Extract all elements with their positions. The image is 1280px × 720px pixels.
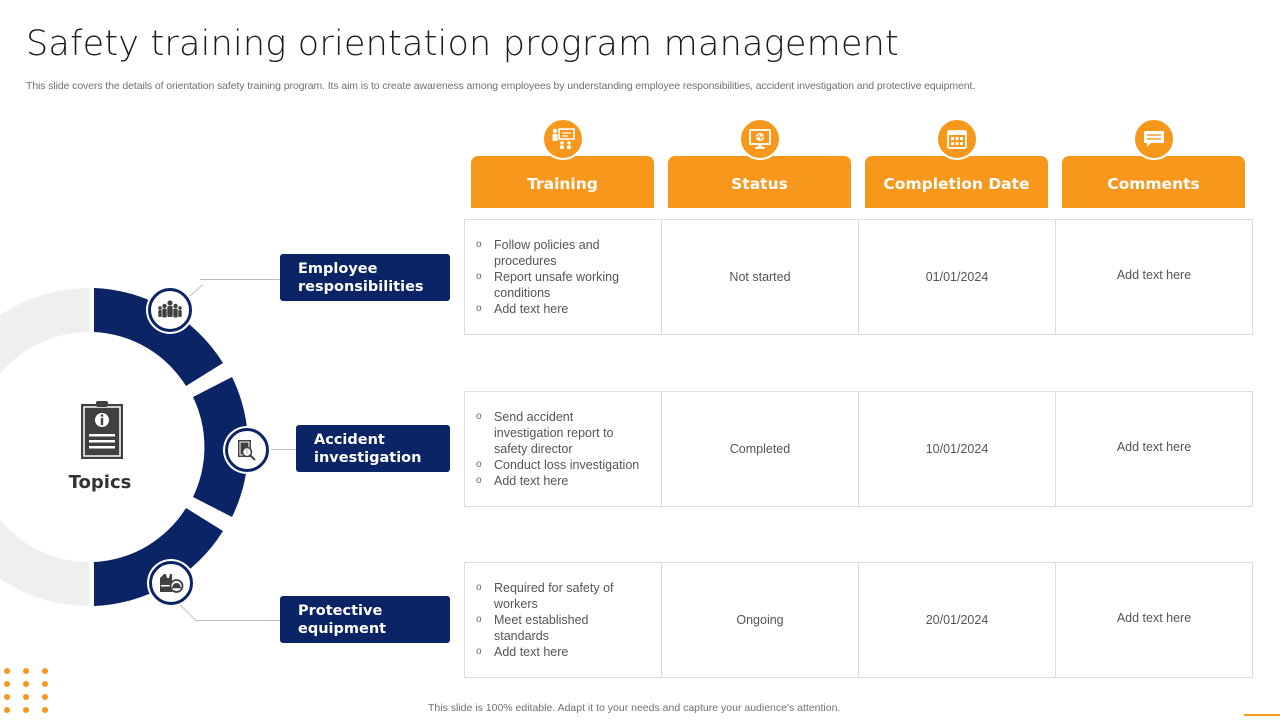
ring-gray-arc: [0, 288, 89, 606]
column-header-comments: Comments: [1062, 156, 1245, 208]
decorative-dots: [4, 668, 48, 713]
cell-comments: [1056, 563, 1252, 677]
comment-text: Add text here: [1116, 268, 1192, 282]
list-item: o Required for safety of workers: [475, 580, 635, 612]
topic-label-line2: responsibilities: [298, 279, 424, 295]
list-item: o Report unsafe working conditions: [475, 269, 661, 301]
node-accident-investigation: [225, 428, 269, 472]
column-header-training: Training: [471, 156, 654, 208]
safety-vest-helmet-icon: [158, 570, 184, 596]
connector-line-1b: [200, 279, 282, 280]
comment-text: Add text here: [1116, 611, 1192, 625]
footer-note: This slide is 100% editable. Adapt it to your needs and capture your audience's attention.: [428, 702, 841, 714]
topic-label-line2: investigation: [314, 450, 422, 466]
comment-text: Add text here: [1116, 440, 1192, 454]
topic-label-line1: Employee: [298, 261, 378, 277]
node-employee-responsibilities: [148, 288, 192, 332]
topic-label-line2: equipment: [298, 621, 387, 637]
footer-accent-line: [1244, 714, 1280, 716]
connector-line-2: [266, 449, 298, 450]
column-header-completion-date: Completion Date: [865, 156, 1048, 208]
cell-status: Ongoing: [662, 563, 859, 677]
cell-comments: [1056, 220, 1252, 334]
document-search-icon: [234, 437, 260, 463]
cell-completion-date: 10/01/2024: [859, 392, 1056, 506]
training-list: [475, 580, 635, 660]
topic-label-line1: Accident: [314, 432, 385, 448]
list-item: o Add text here: [475, 644, 635, 660]
clipboard-info-icon: [80, 400, 124, 460]
cell-completion-date: 01/01/2024: [859, 220, 1056, 334]
table-row: [464, 219, 1253, 335]
svg-text:!: !: [246, 450, 248, 457]
topic-box-employee-responsibilities: [280, 254, 450, 301]
table-row: [464, 562, 1253, 678]
cell-completion-date: 20/01/2024: [859, 563, 1056, 677]
topic-box-accident-investigation: [296, 425, 450, 472]
chat-comment-icon: [1133, 118, 1175, 160]
list-item: o Conduct loss investigation: [475, 457, 639, 473]
calendar-icon: [936, 118, 978, 160]
topics-ring: [0, 280, 260, 615]
table-row: [464, 391, 1253, 507]
cell-training: [465, 563, 662, 677]
column-header-status: Status: [668, 156, 851, 208]
cell-comments: [1056, 392, 1252, 506]
topic-label-line1: Protective: [298, 603, 383, 619]
topics-label: Topics: [68, 472, 132, 493]
list-item: o Add text here: [475, 473, 639, 489]
topic-box-protective-equipment: [280, 596, 450, 643]
cell-training: [465, 220, 662, 334]
connector-line-3b: [195, 620, 282, 621]
page-title: Safety training orientation program management: [26, 24, 899, 64]
cell-status: Completed: [662, 392, 859, 506]
page-subtitle: This slide covers the details of orientation safety training program. Its aim is to create awareness among employees by understanding employee responsibilities, accident investigation and protective equipment.: [26, 80, 976, 92]
list-item: o Meet established standards: [475, 612, 610, 644]
cell-training: [465, 392, 662, 506]
list-item: o Add text here: [475, 301, 661, 317]
team-people-icon: [157, 297, 183, 323]
presentation-training-icon: [542, 118, 584, 160]
cell-status: Not started: [662, 220, 859, 334]
training-list: [475, 237, 661, 317]
list-item: o Send accident investigation report to safety director: [475, 409, 625, 457]
list-item: o Follow policies and procedures: [475, 237, 661, 269]
monitor-status-icon: [739, 118, 781, 160]
training-list: [475, 409, 639, 489]
node-protective-equipment: [149, 561, 193, 605]
